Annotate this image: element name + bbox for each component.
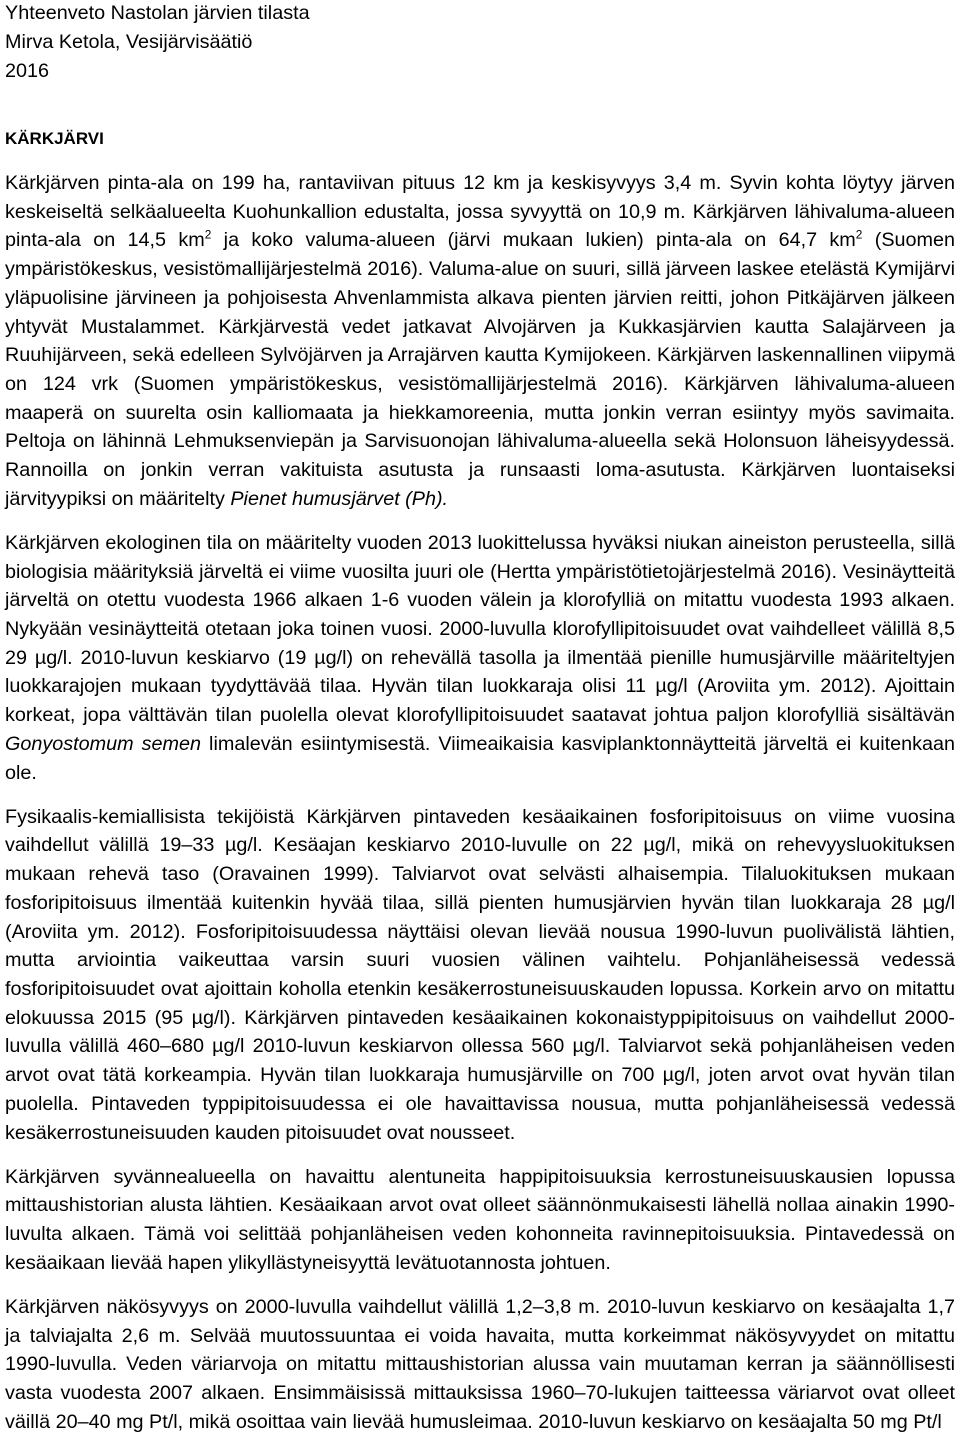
italic-text: Pienet humusjärvet (Ph). xyxy=(230,487,449,510)
paragraph-text: Fysikaalis-kemiallisista tekijöistä Kärkjärven pintaveden kesäaikainen fosforipitoisuus on viime vuosina vaihdellut välillä 19–33 µg/l. Kesäajan keskiarvo 2010-luvulle on 22 µg/l, mikä on rehevyysluokituksen mukaan rehevä taso (Oravainen 1999). Talviarvot ovat selvästi alhaisempia. Tilaluokituksen mukaan fosforipitoisuus ilmentää kuitenkin hyvää tilaa, sillä pienten humusjärvien hyvän tilan luokkaraja 28 µg/l (Aroviita ym. 2012). Fosforipitoisuudessa näyttäisi olevan lievää nousua 1990-luvun puolivälistä lähtien, mutta arviointia vaikeuttaa varsin suuri vuosien välinen vaihtelu. Pohjanläheisessä vedessä fosforipitoisuudet ovat ajoittain koholla etenkin kesäkerrostuneisuuskauden lopussa. Korkein arvo on mitattu elokuussa 2015 (95 µg/l). Kärkjärven pintaveden kesäaikainen kokonaistyppipitoisuus on vaihdellut 2000-luvulla välillä 460–680 µg/l 2010-luvun keskiarvon ollessa 560 µg/l. Talviarvot sekä pohjanläheisen veden arvot ovat tätä korkeampia. Hyvän tilan luokkaraja humusjärville on 700 µg/l, joten arvot ovat hyvän tilan puolella. Pintaveden typpipitoisuudessa ei ole havaittavissa nousua, mutta pohjanläheisessä vedessä kesäkerrostuneisuuden kauden pitoisuudet ovat nousseet. xyxy=(5,805,955,1144)
paragraph-visibility-color xyxy=(5,1293,955,1437)
paragraph-text: (Suomen ympäristökeskus, vesistömallijärjestelmä 2016). Valuma-alue on suuri, sillä järveen laskee etelästä Kymijärvi yläpuolisine järvineen ja pohjoisesta Ahvenlammista alkava pienten järvien reitti, johon Pitkäjärven jälkeen yhtyvät Mustalammet. Kärkjärvestä vedet jatkavat Alvojärven ja Kukkasjärvien kautta Salajärveen ja Ruuhijärveen, sekä edelleen Sylvöjärven ja Arrajärven kautta Kymijokeen. Kärkjärven laskennallinen viipymä on 124 vrk (Suomen ympäristökeskus, vesistömallijärjestelmä 2016). Kärkjärven lähivaluma-alueen maaperä on suurelta osin kalliomaata ja hiekkamoreenia, mutta jonkin verran esiintyy myös savimaita. Peltoja on lähinnä Lehmuksenviepän ja Sarvisuonojan lähivaluma-alueella sekä Holonsuon läheisyydessä. Rannoilla on jonkin verran vakituista asutusta ja runsaasti loma-asutusta. Kärkjärven luontaiseksi järvityypiksi on määritelty xyxy=(5,229,956,510)
document-title: Yhteenveto Nastolan järvien tilasta xyxy=(5,2,310,24)
paragraph-nutrients xyxy=(5,803,955,1147)
paragraph-text: limalevän esiintymisestä. Viimeaikaisia kasviplanktonnäytteitä järveltä ei kuitenkaan ole. xyxy=(5,732,955,784)
paragraph-lake-overview xyxy=(5,169,955,513)
superscript: 2 xyxy=(204,227,212,242)
paragraph-text: Kärkjärven ekologinen tila on määritelty vuoden 2013 luokittelussa hyväksi niukan aineiston perusteella, sillä biologisia määrityksiä järveltä ei viime vuosilta juuri ole (Hertta ympäristötietojärjestelmä 2016). Vesinäytteitä järveltä on otettu vuodesta 1966 alkaen 1-6 vuoden välein ja klorofylliä on mitattu vuodesta 1993 alkaen. Nykyään vesinäytteitä otetaan joka toinen vuosi. 2000-luvulla klorofyllipitoisuudet ovat vaihdelleet välillä 8,5 29 µg/l. 2010-luvun keskiarvo (19 µg/l) on rehevällä tasolla ja ilmentää pienille humusjärville määriteltyjen luokkarajojen mukaan tyydyttävää tilaa. Hyvän tilan luokkaraja olisi 11 µg/l (Aroviita ym. 2012). Ajoittain korkeat, jopa välttävän tilan puolella olevat klorofyllipitoisuudet saatavat johtua paljon klorofylliä sisältävän xyxy=(5,531,955,727)
document-year: 2016 xyxy=(5,60,50,82)
paragraph-text: Kärkjärven syvännealueella on havaittu alentuneita happipitoisuuksia kerrostuneisuuskausien lopussa mittaushistorian alusta lähtien. Kesäaikaan arvot ovat olleet säännönmukaisesti lähellä nollaa ainakin 1990-luvulta alkaen. Tämä voi selittää pohjanläheisen veden kohonneita ravinnepitoisuuksia. Pintavedessä on kesäaikaan lievää hapen ylikyllästyneisyyttä levätuotannosta johtuen. xyxy=(5,1165,955,1274)
paragraph-oxygen xyxy=(5,1163,955,1278)
superscript: 2 xyxy=(855,227,863,242)
italic-text: Gonyostomum semen xyxy=(5,732,202,755)
document-header xyxy=(5,0,955,86)
paragraph-text: Kärkjärven pinta-ala on 199 ha, rantaviivan pituus 12 km ja keskisyvyys 3,4 m. Syvin kohta löytyy järven keskeiseltä selkäalueelta Kuohunkallion edustalta, jossa syvyyttä on 10,9 m. Kärkjärven lähivaluma-alueen pinta-ala on 14,5 km xyxy=(5,172,955,252)
paragraph-text: ja koko valuma-alueen (järvi mukaan lukien) pinta-ala on 64,7 km xyxy=(211,229,856,252)
section-title: KÄRKJÄRVI xyxy=(5,129,104,148)
paragraph-ecological-status xyxy=(5,529,955,787)
document-body xyxy=(5,0,955,1437)
paragraph-text: Kärkjärven näkösyvyys on 2000-luvulla vaihdellut välillä 1,2–3,8 m. 2010-luvun keskiarvo on kesäajalta 1,7 ja talviajalta 2,6 m. Selvää muutossuuntaa ei voida havaita, mutta korkeimmat näkösyvyydet on mitattu 1990-luvulla. Veden väriarvoja on mitattu mittaushistorian alussa vain muutaman kerran ja säännöllisesti vasta vuodesta 2007 alkaen. Ensimmäisissä mittauksissa 1960–70-lukujen taitteessa väriarvot ovat olleet väillä 20–40 mg Pt/l, mikä osoittaa vain lievää humusleimaa. 2010-luvun keskiarvo on kesäajalta 50 mg Pt/l xyxy=(5,1296,955,1433)
document-author: Mirva Ketola, Vesijärvisäätiö xyxy=(5,31,253,53)
